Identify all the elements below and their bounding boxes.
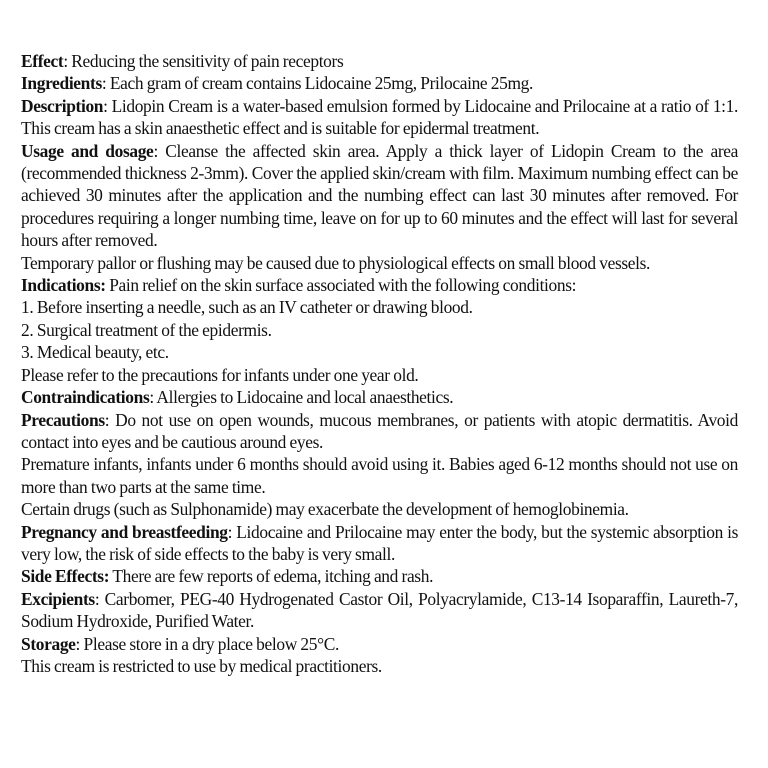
separator: : — [94, 588, 105, 609]
restriction-text: This cream is restricted to use by medical practitioners. — [21, 655, 382, 676]
pregnancy-label: Pregnancy and breastfeeding — [21, 521, 228, 542]
pregnancy-text: Lidocaine and Prilocaine may enter the body, but the systemic absorption is very low, the risk of side effects to the baby is very small. — [21, 521, 738, 564]
separator: : — [104, 409, 116, 430]
indication-item-text: 3. Medical beauty, etc. — [21, 342, 169, 363]
usage-dosage-label: Usage and dosage — [21, 140, 154, 161]
indication-item-2 — [21, 319, 738, 341]
usage-dosage-text: Cleanse the affected skin area. Apply a thick layer of Lidopin Cream to the area (recommended thickness 2-3mm). Cover the applied skin/cream with film. Maximum numbing effect can be achieved 30 minutes after the application and the numbing effect can last 30 minutes after removed. For procedures requiring a longer numbing time, leave on for up to 60 minutes and the effect will last for several hours after removed. — [21, 140, 739, 251]
storage-label: Storage — [21, 633, 76, 654]
pregnancy-paragraph — [21, 521, 738, 566]
separator: : — [153, 140, 166, 161]
separator: : — [103, 95, 112, 116]
effect-paragraph — [21, 50, 738, 72]
separator: : — [63, 51, 72, 71]
ingredients-label: Ingredients — [21, 73, 102, 94]
product-leaflet — [21, 50, 738, 677]
separator: : — [149, 387, 157, 408]
indications-text: Pain relief on the skin surface associated with the following conditions: — [109, 275, 577, 296]
storage-paragraph — [21, 633, 738, 655]
pallor-note-text: Temporary pallor or flushing may be caused due to physiological effects on small blood vessels. — [21, 252, 651, 273]
precautions-text: Do not use on open wounds, mucous membranes, or patients with atopic dermatitis. Avoid contact into eyes and be cautious around eyes. — [21, 409, 738, 452]
effect-label: Effect — [21, 51, 64, 71]
indication-item-text: 1. Before inserting a needle, such as an IV catheter or drawing blood. — [21, 297, 473, 318]
separator: : — [75, 633, 84, 654]
indication-item-1 — [21, 296, 738, 318]
indication-item-3 — [21, 341, 738, 363]
indications-label: Indications: — [21, 275, 106, 296]
indications-paragraph — [21, 274, 738, 296]
infant-precaution-note — [21, 364, 738, 386]
contraindications-label: Contraindications — [21, 387, 150, 408]
separator: : — [227, 521, 237, 542]
excipients-text: Carbomer, PEG-40 Hydrogenated Castor Oil, Polyacrylamide, C13-14 Isoparaffin, Laureth-7, Sodium Hydroxide, Purified Water. — [21, 588, 738, 632]
description-label: Description — [21, 95, 104, 116]
infant-precaution-text: Please refer to the precautions for infants under one year old. — [21, 364, 419, 385]
description-text: Lidopin Cream is a water-based emulsion formed by Lidocaine and Prilocaine at a ratio of 1:1. This cream has a skin anaesthetic effect and is suitable for epidermal treatment. — [21, 95, 739, 139]
excipients-paragraph — [21, 588, 738, 633]
effect-text: Reducing the sensitivity of pain receptors — [71, 51, 344, 71]
description-paragraph — [21, 95, 738, 140]
infant-usage-text: Premature infants, infants under 6 months should avoid using it. Babies aged 6-12 months should not use on more than two parts at the same time. — [21, 454, 738, 497]
indication-item-text: 2. Surgical treatment of the epidermis. — [21, 319, 272, 340]
precautions-paragraph — [21, 409, 738, 454]
infant-usage-paragraph — [21, 453, 738, 498]
excipients-label: Excipients — [21, 588, 95, 609]
usage-dosage-paragraph — [21, 140, 738, 252]
contraindications-text: Allergies to Lidocaine and local anaesthetics. — [156, 387, 454, 408]
side-effects-text: There are few reports of edema, itching and rash. — [112, 566, 434, 587]
separator: : — [101, 73, 110, 94]
ingredients-paragraph — [21, 72, 738, 94]
drug-interaction-text: Certain drugs (such as Sulphonamide) may exacerbate the development of hemoglobinemia. — [21, 499, 629, 520]
pallor-note-paragraph — [21, 252, 738, 274]
side-effects-paragraph — [21, 565, 738, 587]
contraindications-paragraph — [21, 386, 738, 408]
storage-text: Please store in a dry place below 25°C. — [83, 633, 339, 654]
side-effects-label: Side Effects: — [21, 566, 110, 587]
precautions-label: Precautions — [21, 409, 105, 430]
drug-interaction-paragraph — [21, 498, 738, 520]
restriction-note — [21, 655, 738, 677]
ingredients-text: Each gram of cream contains Lidocaine 25mg, Prilocaine 25mg. — [109, 73, 533, 94]
